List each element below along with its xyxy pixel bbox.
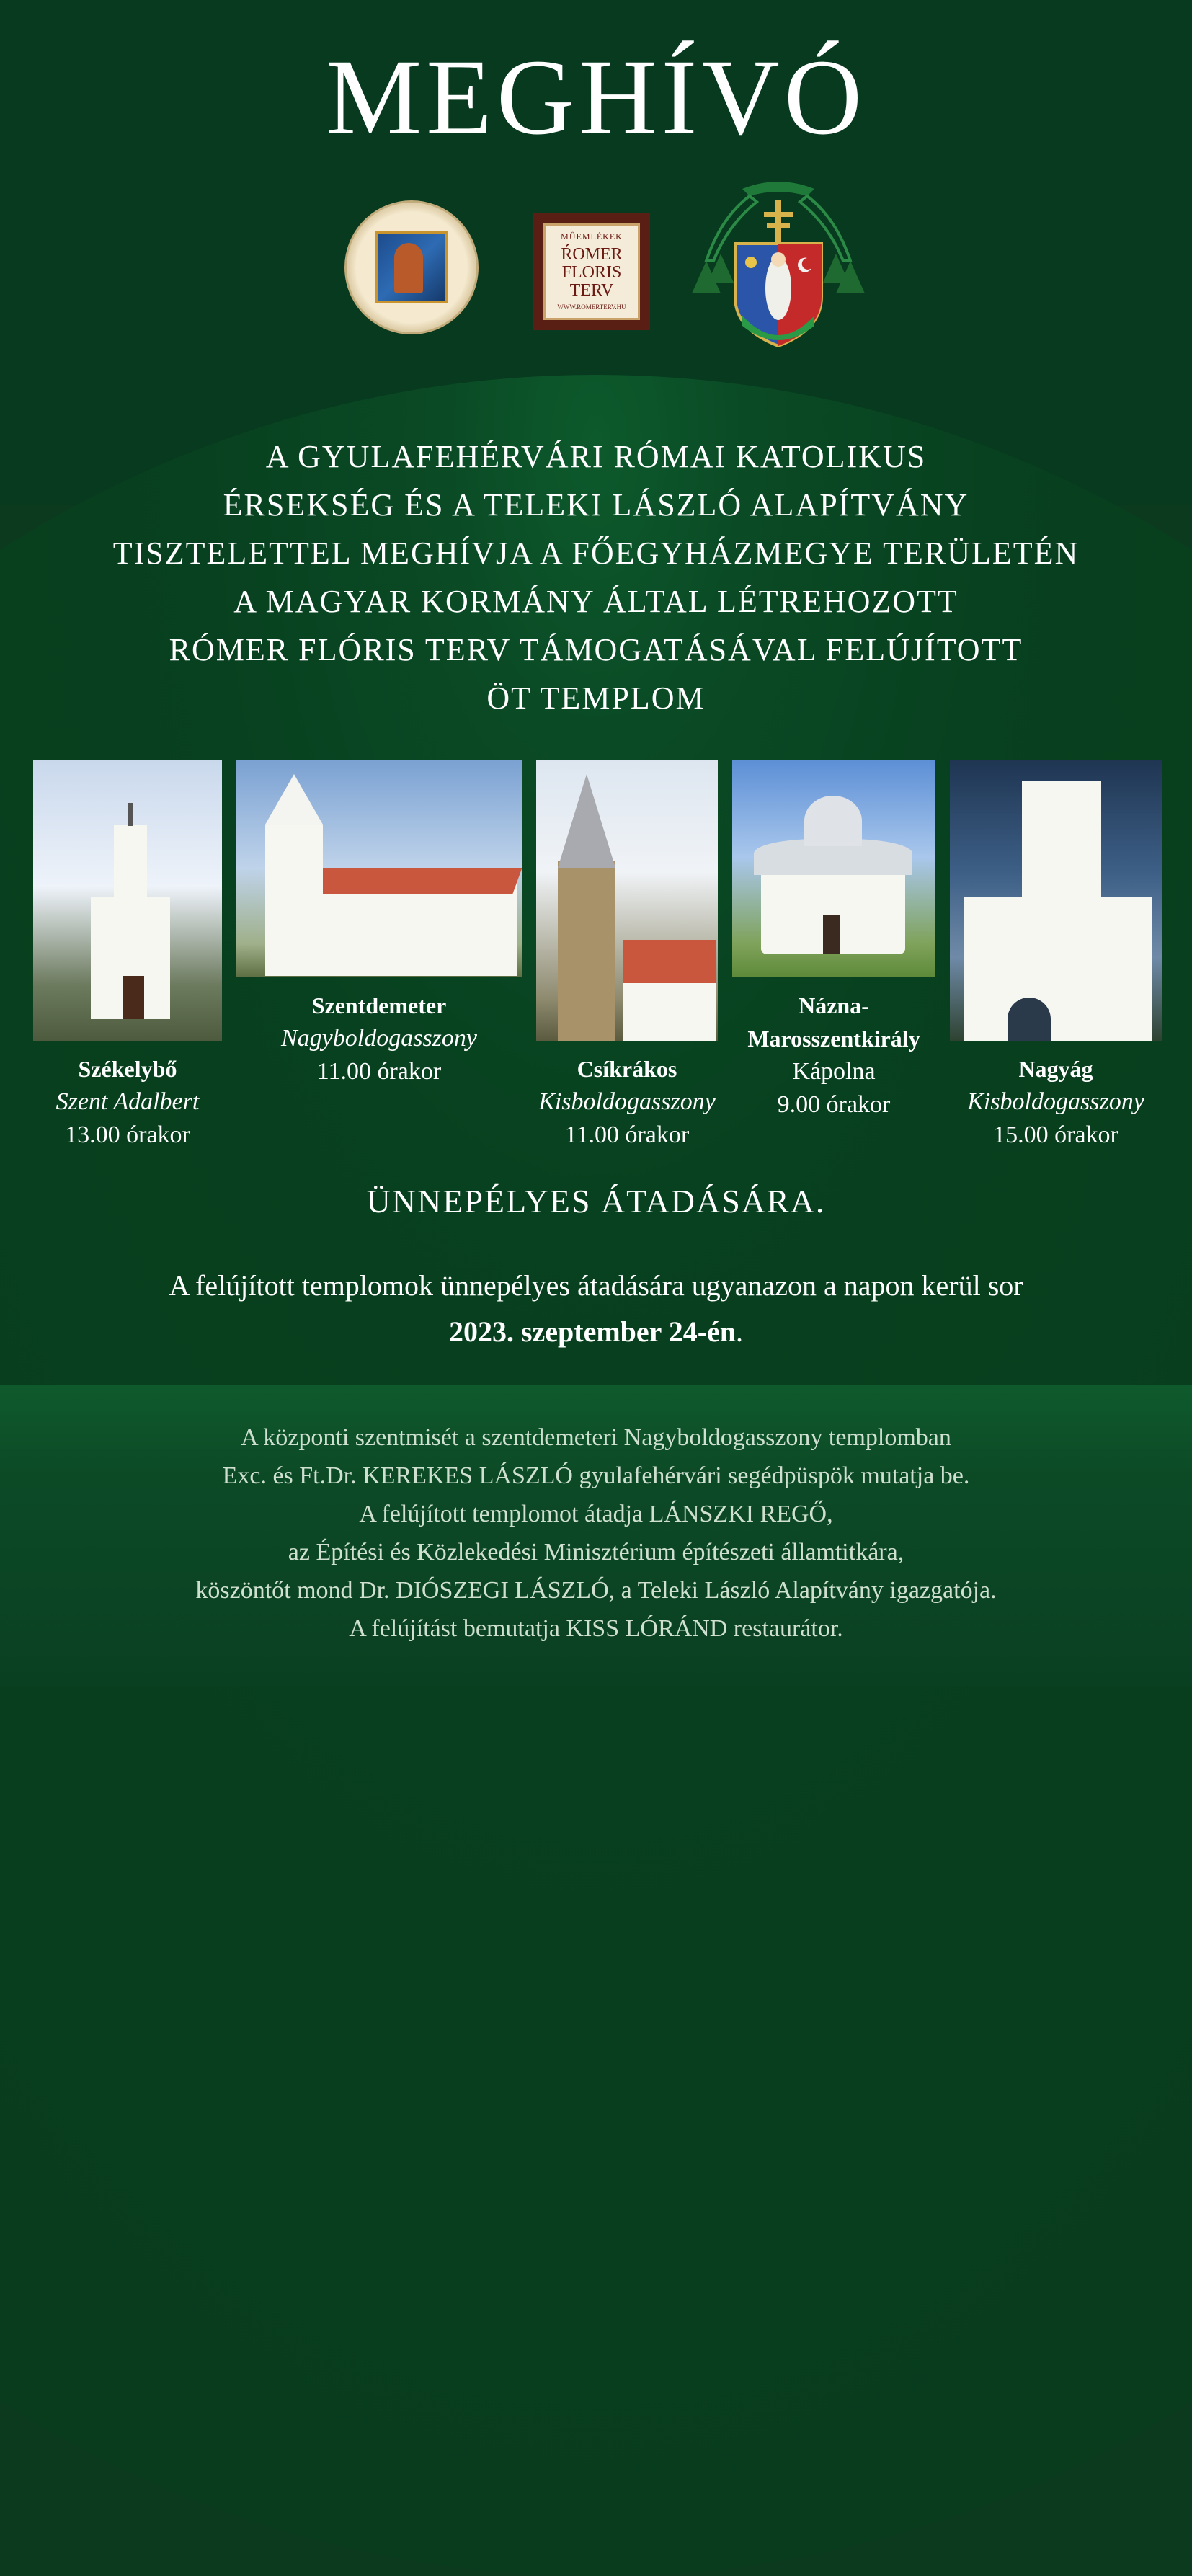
paragraph-line: A felújított templomok ünnepélyes átadására ugyanazon a napon kerül sor (169, 1269, 1023, 1302)
date-suffix: . (736, 1315, 744, 1348)
program-line: Exc. és Ft.Dr. KEREKES LÁSZLÓ gyulafehérvári segédpüspök mutatja be. (222, 1462, 970, 1489)
church-name: Nagyág (1018, 1056, 1093, 1082)
romer-bottom-text: WWW.ROMERTERV.HU (557, 303, 626, 311)
church-time: 15.00 órakor (993, 1122, 1118, 1148)
church-time: 11.00 órakor (564, 1122, 690, 1148)
church-time: 9.00 órakor (777, 1091, 891, 1118)
caption-szekelybo (33, 1052, 222, 1152)
church-dedication: Kisboldogasszony (967, 1088, 1144, 1115)
church-photo-nazna (732, 760, 935, 977)
program-line: A felújított templomot átadja LÁNSZKI REGŐ, (359, 1501, 833, 1527)
church-name: Szentdemeter (311, 992, 447, 1018)
church-dedication: Szent Adalbert (55, 1088, 200, 1115)
church-dedication: Kápolna (792, 1058, 876, 1085)
caption-szentdemeter (236, 989, 522, 1088)
caption-nazna (721, 989, 947, 1122)
church-name: Marosszentkirály (747, 1026, 920, 1052)
program-line: A felújítást bemutatja KISS LÓRÁND restaurátor. (349, 1615, 843, 1642)
coat-of-arms-icon (692, 174, 865, 356)
church-name: Názna- (799, 992, 869, 1018)
church-name: Székelybő (78, 1056, 177, 1082)
romer-top-text: MŰEMLÉKEK (561, 231, 623, 242)
church-photo-csikrakos (536, 760, 718, 1041)
intro-text (0, 432, 1192, 722)
caption-nagyag (950, 1052, 1162, 1152)
church-name: Csíkrákos (577, 1056, 677, 1082)
intro-line: A GYULAFEHÉRVÁRI RÓMAI KATOLIKUS (265, 439, 927, 474)
program-line: A központi szentmisét a szentdemeteri Nagyboldogasszony templomban (241, 1424, 951, 1451)
intro-line: A MAGYAR KORMÁNY ÁLTAL LÉTREHOZOTT (233, 584, 959, 619)
romer-floris-logo (533, 213, 650, 330)
intro-line: TISZTELETTEL MEGHÍVJA A FŐEGYHÁZMEGYE TERÜLETÉN (112, 536, 1080, 571)
event-date: 2023. szeptember 24-én (448, 1315, 737, 1348)
church-photo-szentdemeter (236, 760, 522, 977)
church-photo-szekelybo (33, 760, 222, 1041)
ceremony-heading: ÜNNEPÉLYES ÁTADÁSÁRA. (366, 1183, 826, 1220)
program-details (0, 1418, 1192, 1648)
intro-line: ÖT TEMPLOM (486, 680, 706, 716)
date-paragraph (0, 1263, 1192, 1355)
church-time: 11.00 órakor (316, 1058, 442, 1085)
teleki-seal-icon (344, 200, 479, 334)
church-time: 13.00 órakor (65, 1122, 190, 1148)
romer-label: ŔOMER FLORIS TERV (561, 244, 623, 301)
church-dedication: Nagyboldogasszony (281, 1025, 477, 1052)
page-title: MEGHÍVÓ (325, 37, 867, 157)
program-line: köszöntőt mond Dr. DIÓSZEGI LÁSZLÓ, a Teleki László Alapítvány igazgatója. (195, 1577, 997, 1604)
intro-line: ÉRSEKSÉG ÉS A TELEKI LÁSZLÓ ALAPÍTVÁNY (223, 487, 969, 523)
intro-line: RÓMER FLÓRIS TERV TÁMOGATÁSÁVAL FELÚJÍTOTT (169, 632, 1023, 667)
church-dedication: Kisboldogasszony (538, 1088, 716, 1115)
program-line: az Építési és Közlekedési Minisztérium építészeti államtitkára, (288, 1539, 904, 1565)
caption-csikrakos (536, 1052, 718, 1152)
church-photo-nagyag (950, 760, 1162, 1041)
